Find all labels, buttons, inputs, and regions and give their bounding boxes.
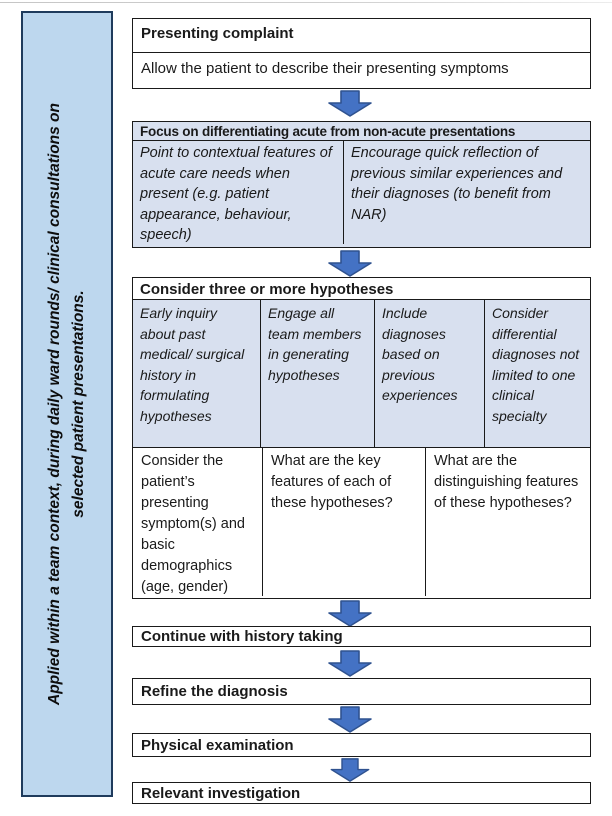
step-continue-history-box: Continue with history taking — [132, 626, 591, 647]
strategy-cell-engage-team: Engage all team members in generating hypotheses — [261, 300, 375, 447]
question-cell-patient-symptoms: Consider the patient’s presenting symptom(s) and basic demographics (age, gender) — [133, 448, 263, 596]
focus-cell-contextual-features: Point to contextual features of acute care needs when present (e.g. patient appearance, behaviour, speech) — [133, 141, 344, 244]
step-refine-diagnosis-box: Refine the diagnosis — [132, 678, 591, 705]
context-banner — [21, 11, 113, 797]
hypotheses-strategy-row — [133, 300, 590, 448]
focus-acute-title: Focus on differentiating acute from non-acute presentations — [133, 122, 590, 141]
context-banner-text — [43, 18, 91, 790]
page-top-rule — [0, 2, 612, 3]
presenting-complaint-body: Allow the patient to describe their presenting symptoms — [141, 60, 509, 77]
step-relevant-investigation-box: Relevant investigation — [132, 782, 591, 804]
question-cell-key-features: What are the key features of each of these hypotheses? — [263, 448, 426, 596]
strategy-cell-include-diagnoses: Include diagnoses based on previous experiences — [375, 300, 485, 447]
down-arrow-icon — [328, 650, 372, 677]
focus-acute-cells — [133, 141, 590, 244]
question-cell-distinguishing-features: What are the distinguishing features of these hypotheses? — [434, 453, 579, 511]
focus-cell-quick-reflection: Encourage quick reflection of previous similar experiences and their diagnoses (to benefit from NAR) — [351, 145, 563, 223]
hypotheses-box — [132, 277, 591, 599]
focus-acute-box — [132, 121, 591, 248]
down-arrow-icon — [328, 90, 372, 117]
down-arrow-icon — [328, 758, 372, 782]
context-banner-line-1: Applied within a team context, during daily ward rounds/ clinical consultations on — [45, 103, 63, 705]
presenting-complaint-title: Presenting complaint — [133, 19, 590, 53]
hypotheses-question-row — [133, 448, 590, 596]
down-arrow-icon — [328, 706, 372, 733]
strategy-cell-early-inquiry: Early inquiry about past medical/ surgical history in formulating hypotheses — [133, 300, 261, 447]
strategy-cell-differential: Consider differential diagnoses not limited to one clinical specialty — [492, 305, 580, 424]
step-physical-examination-box: Physical examination — [132, 733, 591, 757]
hypotheses-title: Consider three or more hypotheses — [133, 278, 590, 300]
presenting-complaint-box — [132, 18, 591, 89]
down-arrow-icon — [328, 600, 372, 627]
context-banner-line-2: selected patient presentations. — [70, 290, 87, 518]
down-arrow-icon — [328, 250, 372, 277]
